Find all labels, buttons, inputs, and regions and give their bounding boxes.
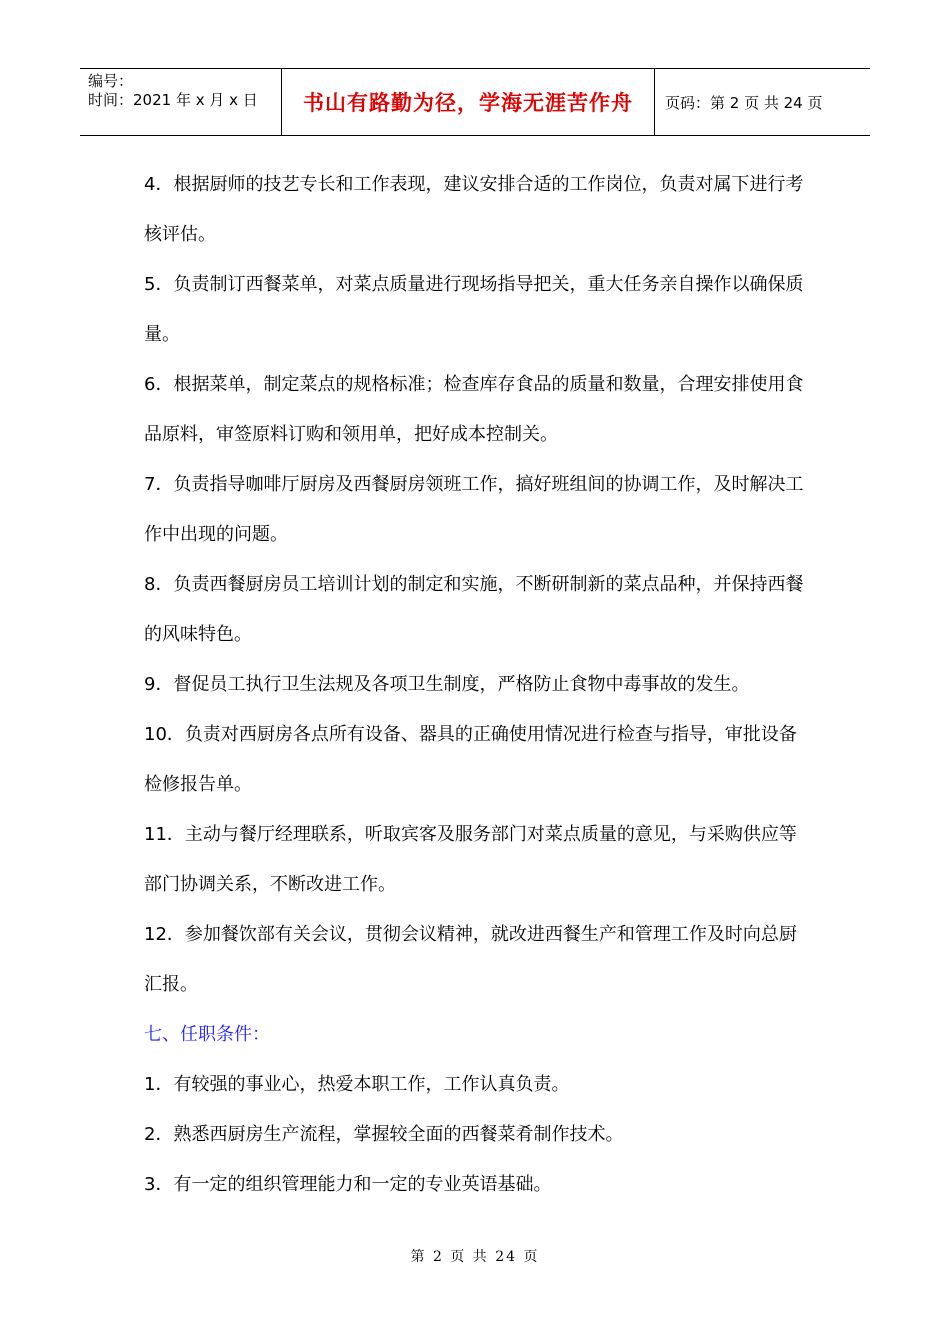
page-footer: 第 2 页 共 24 页 — [410, 1249, 540, 1265]
header-page-number: 页码：第 2 页 共 24 页 — [665, 93, 823, 112]
document-date-label: 时间：2021 年 x 月 x 日 — [88, 91, 258, 109]
header-info-cell — [80, 69, 282, 135]
duty-item: 7．负责指导咖啡厅厨房及西餐厨房领班工作，搞好班组间的协调工作，及时解决工作中出现的问题。 — [144, 474, 804, 545]
requirement-item: 3．有一定的组织管理能力和一定的专业英语基础。 — [144, 1174, 552, 1195]
duty-item: 11．主动与餐厅经理联系，听取宾客及服务部门对菜点质量的意见，与采购供应等部门协调关系，不断改进工作。 — [144, 824, 797, 895]
duty-item: 6．根据菜单，制定菜点的规格标准；检查库存食品的质量和数量，合理安排使用食品原料，审签原料订购和领用单，把好成本控制关。 — [144, 374, 804, 445]
section-heading: 七、任职条件： — [144, 1024, 270, 1045]
requirement-item: 2．熟悉西厨房生产流程，掌握较全面的西餐菜肴制作技术。 — [144, 1124, 624, 1145]
duty-item: 10．负责对西厨房各点所有设备、器具的正确使用情况进行检查与指导，审批设备检修报告单。 — [144, 724, 797, 795]
document-body — [144, 160, 814, 1210]
requirement-item: 1．有较强的事业心，热爱本职工作，工作认真负责。 — [144, 1074, 570, 1095]
duty-item: 9．督促员工执行卫生法规及各项卫生制度，严格防止食物中毒事故的发生。 — [144, 674, 750, 695]
page-header — [80, 68, 870, 136]
duty-item: 4．根据厨师的技艺专长和工作表现，建议安排合适的工作岗位，负责对属下进行考核评估。 — [144, 174, 804, 245]
duty-item: 12．参加餐饮部有关会议，贯彻会议精神，就改进西餐生产和管理工作及时向总厨汇报。 — [144, 924, 797, 995]
header-page-cell — [655, 69, 870, 135]
duty-item: 8．负责西餐厨房员工培训计划的制定和实施，不断研制新的菜点品种，并保持西餐的风味特色。 — [144, 574, 804, 645]
document-code-label: 编号： — [88, 72, 134, 90]
header-motto-cell — [282, 69, 655, 135]
duty-item: 5．负责制订西餐菜单，对菜点质量进行现场指导把关，重大任务亲自操作以确保质量。 — [144, 274, 804, 345]
header-motto: 书山有路勤为径，学海无涯苦作舟 — [303, 90, 633, 115]
